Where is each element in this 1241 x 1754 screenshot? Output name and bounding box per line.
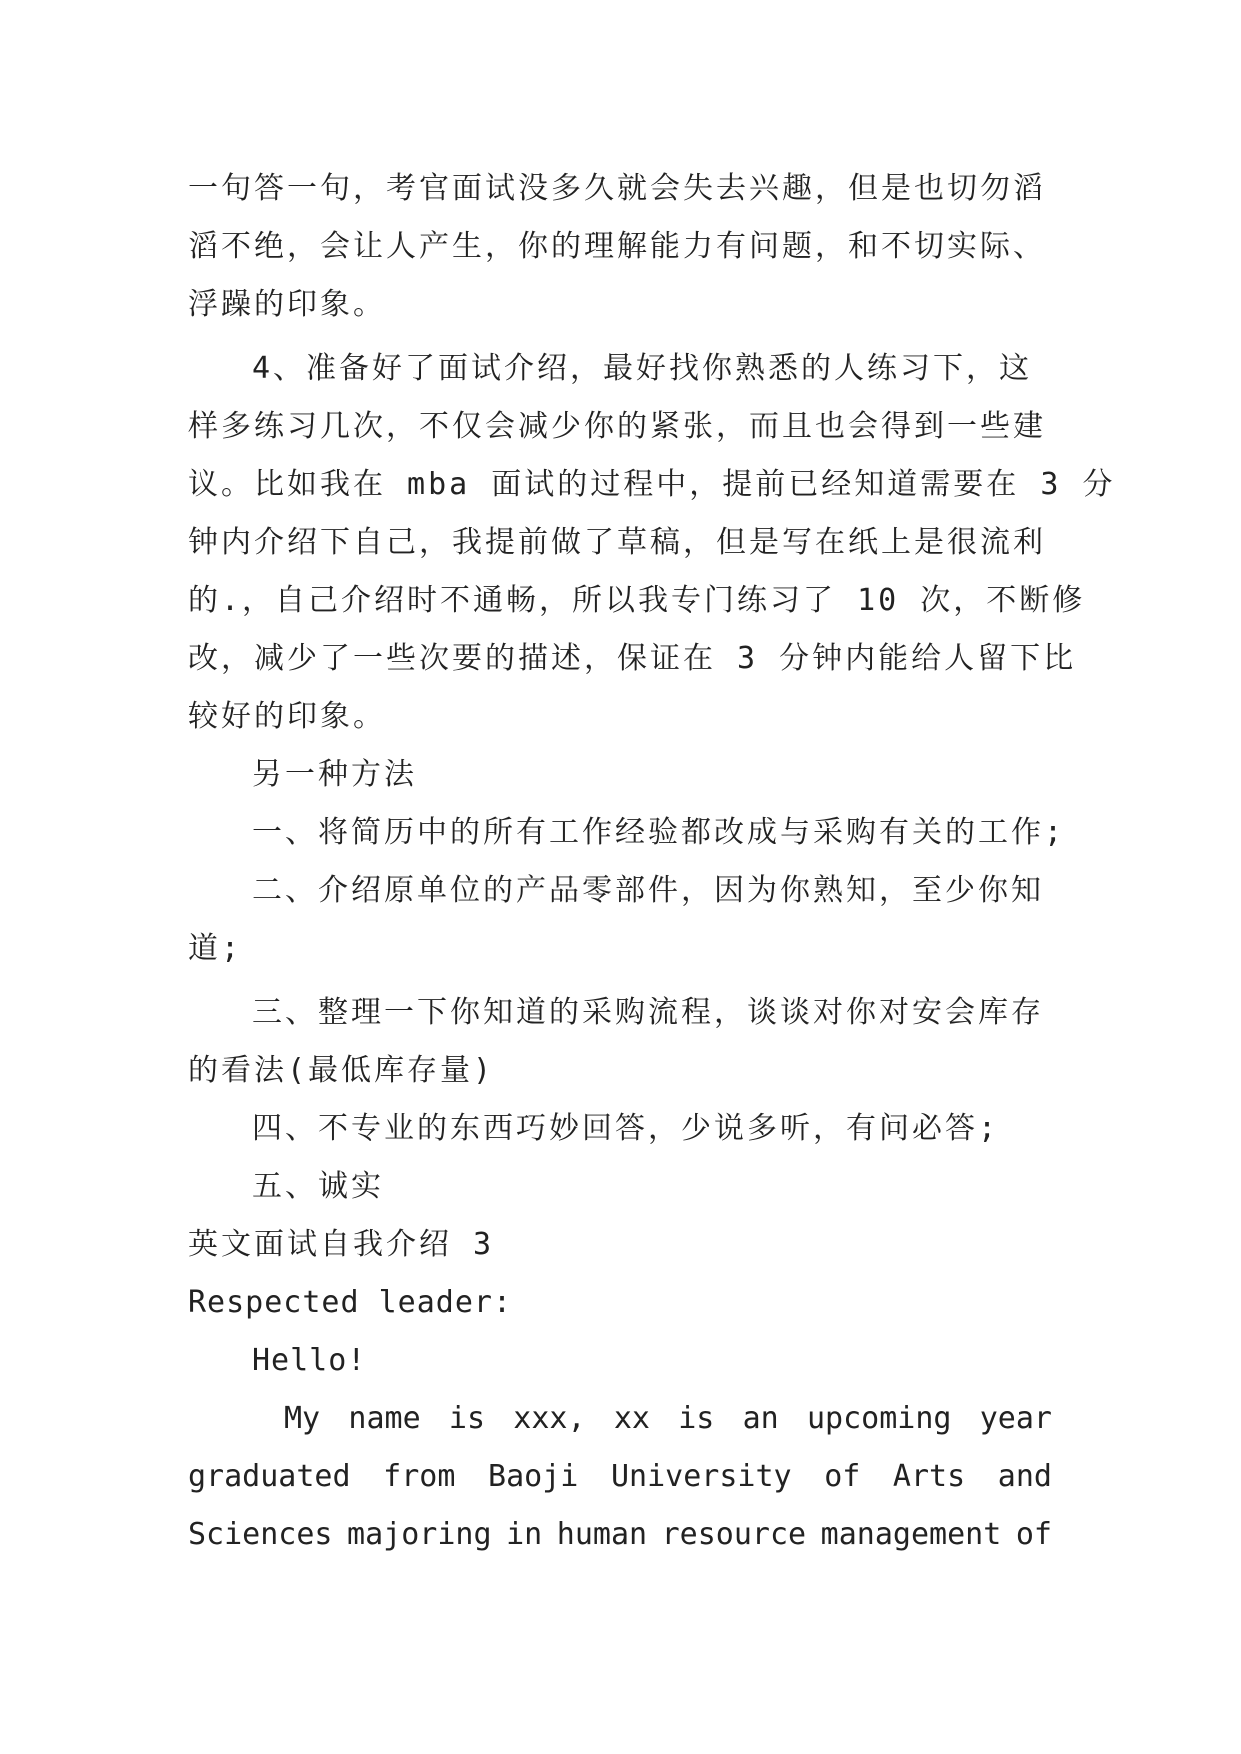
paragraph-line: 改，减少了一些次要的描述，保证在 3 分钟内能给人留下比 (188, 641, 1077, 676)
list-item-continuation: 道; (188, 931, 243, 966)
word: Arts (892, 1459, 966, 1494)
paragraph-line: 钟内介绍下自己，我提前做了草稿，但是写在纸上是很流利 (188, 525, 1046, 560)
paragraph-line: 浮躁的印象。 (188, 287, 386, 322)
word: in (506, 1517, 543, 1552)
document-body (188, 160, 1116, 1564)
section-heading: 英文面试自我介绍 3 (188, 1227, 495, 1262)
paragraph-line: 滔不绝，会让人产生，你的理解能力有问题，和不切实际、 (188, 229, 1046, 264)
word: of (824, 1459, 861, 1494)
list-item: 一、将简历中的所有工作经验都改成与采购有关的工作; (252, 815, 1066, 850)
paragraph-line: 样多练习几次，不仅会减少你的紧张，而且也会得到一些建 (188, 409, 1046, 444)
word: majoring (347, 1517, 492, 1552)
salutation: Respected leader: (188, 1285, 513, 1320)
paragraph-line: 的.，自己介绍时不通畅，所以我专门练习了 10 次，不断修 (188, 583, 1086, 618)
word: graduated (188, 1459, 351, 1494)
list-item: 三、整理一下你知道的采购流程，谈谈对你对安会库存 (252, 995, 1044, 1030)
list-item: 五、诚实 (252, 1169, 384, 1204)
word: University (610, 1459, 792, 1494)
word: is (448, 1401, 486, 1436)
paragraph-line: 4、准备好了面试介绍，最好找你熟悉的人练习下，这 (252, 351, 1033, 386)
word: year (979, 1401, 1052, 1436)
word: and (997, 1459, 1052, 1494)
word: management (820, 1517, 1002, 1552)
paragraph-line: 较好的印象。 (188, 699, 386, 734)
word: xx (613, 1401, 650, 1436)
word: of (1015, 1517, 1052, 1552)
english-line-3 (188, 1506, 1052, 1564)
word: an (742, 1401, 779, 1436)
word: is (678, 1401, 715, 1436)
list-item: 四、不专业的东西巧妙回答，少说多听，有问必答; (252, 1111, 1000, 1146)
paragraph-line: 议。比如我在 mba 面试的过程中，提前已经知道需要在 3 分 (188, 467, 1116, 502)
word: resource (661, 1517, 807, 1552)
word: from (383, 1459, 456, 1494)
english-line-1 (188, 1390, 1052, 1448)
section-title: 另一种方法 (252, 757, 417, 792)
word: My (284, 1401, 321, 1436)
word: Sciences (188, 1517, 333, 1552)
list-item: 二、介绍原单位的产品零部件，因为你熟知，至少你知 (252, 873, 1044, 908)
greeting: Hello! (252, 1343, 367, 1378)
word: xxx, (513, 1401, 586, 1436)
list-item-continuation: 的看法(最低库存量) (188, 1053, 495, 1088)
english-line-2 (188, 1448, 1052, 1506)
word: human (556, 1517, 648, 1552)
word: upcoming (806, 1401, 952, 1436)
word: Baoji (488, 1459, 579, 1494)
paragraph-line: 一句答一句，考官面试没多久就会失去兴趣，但是也切勿滔 (188, 171, 1046, 206)
word: name (348, 1401, 421, 1436)
